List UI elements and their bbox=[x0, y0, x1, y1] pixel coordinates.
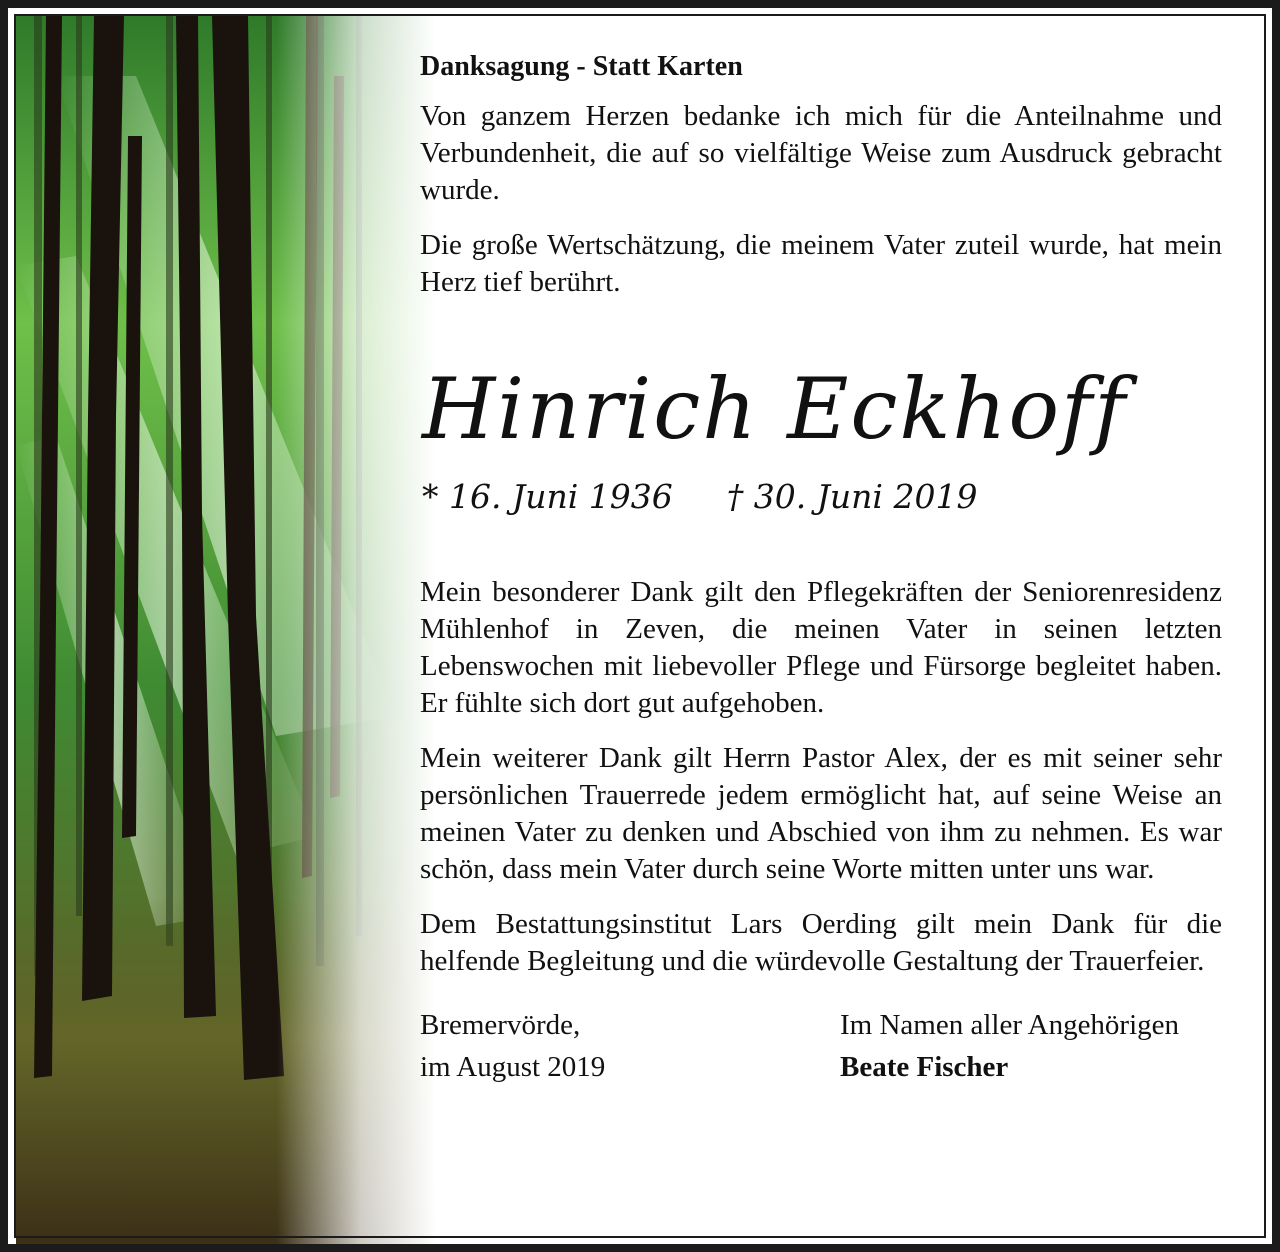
notice-footer bbox=[420, 1004, 1222, 1088]
signer-name: Beate Fischer bbox=[840, 1050, 1009, 1083]
deceased-name: Hinrich Eckhoff bbox=[422, 359, 1128, 458]
thanks-paragraph-3: Dem Bestattungsinstitut Lars Oerding gilt mein Dank für die helfende Begleitung und die würdevolle Gestaltung der Trauerfeier. bbox=[420, 907, 1222, 977]
intro-paragraph-1: Von ganzem Herzen bedanke ich mich für die Anteilnahme und Verbundenheit, die auf so vielfältige Weise zum Ausdruck gebracht wurde. bbox=[420, 99, 1222, 206]
thanks-paragraph-1: Mein besonderer Dank gilt den Pflegekräften der Seniorenresidenz Mühlenhof in Zeven, die meinen Vater in seinen letzten Lebenswochen mit liebevoller Pflege und Fürsorge begleitet haben. Er fühlte sich dort gut aufgehoben. bbox=[420, 575, 1222, 719]
life-dates bbox=[422, 477, 1222, 516]
closing-line: Im Namen aller Angehörigen bbox=[840, 1008, 1180, 1041]
date: im August 2019 bbox=[420, 1050, 606, 1083]
place: Bremervörde, bbox=[420, 1008, 581, 1041]
birth-date: * 16. Juni 1936 bbox=[422, 476, 673, 516]
place-and-date bbox=[420, 1004, 605, 1088]
thanks-section bbox=[420, 574, 1222, 980]
signature-block bbox=[840, 1004, 1222, 1088]
thanks-paragraph-2: Mein weiterer Dank gilt Herrn Pastor Alex, der es mit seiner sehr persönlichen Trauerrede jedem ermöglicht hat, auf seine Weise an meinen Vater zu denken und Abschied von ihm zu nehmen. Es war schön, dass mein Vater durch seine Worte mitten unter uns war. bbox=[420, 741, 1222, 885]
notice-text bbox=[420, 50, 1222, 1088]
forest-image bbox=[16, 16, 436, 1246]
death-date: † 30. Juni 2019 bbox=[726, 476, 978, 516]
notice-heading: Danksagung - Statt Karten bbox=[420, 51, 743, 82]
intro-paragraph-2: Die große Wertschätzung, die meinem Vater zuteil wurde, hat mein Herz tief berührt. bbox=[420, 228, 1222, 298]
